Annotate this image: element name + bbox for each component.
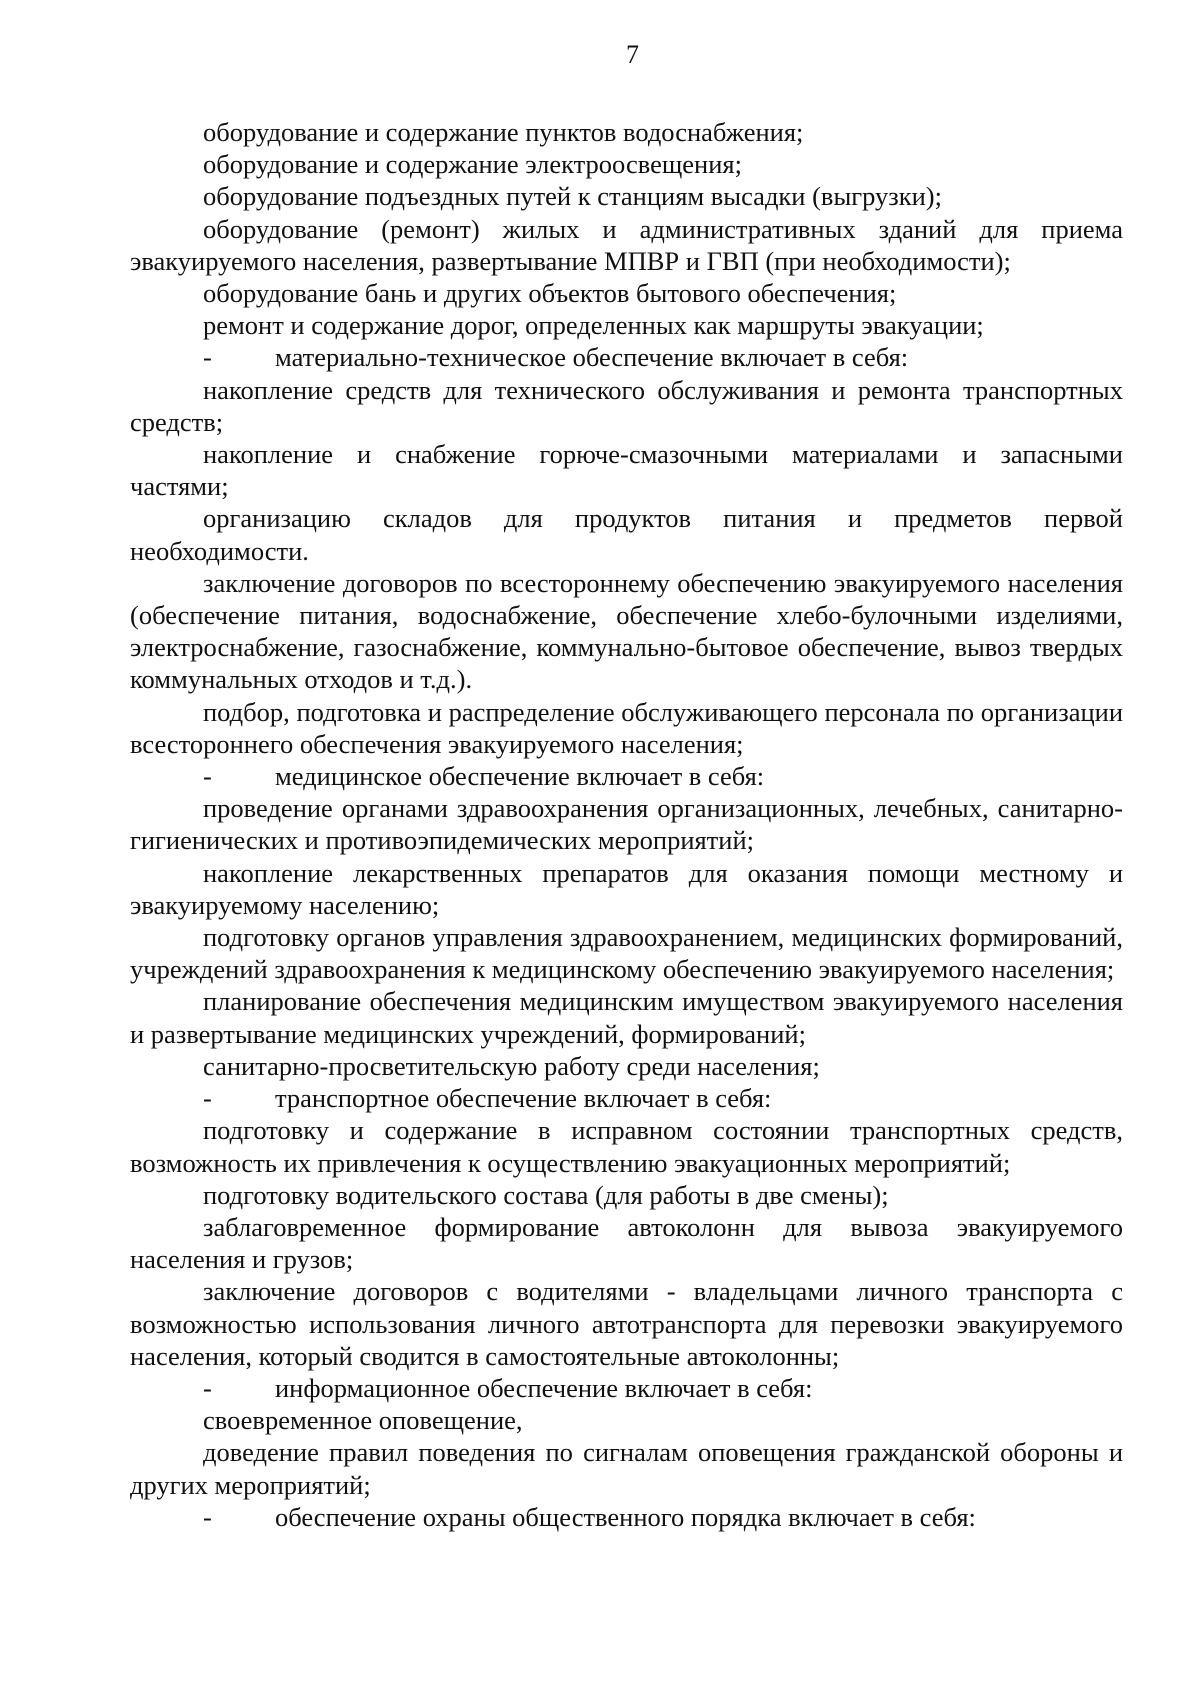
paragraph: санитарно-просветительскую работу среди населения; [203,1050,820,1081]
paragraph: планирование обеспечения медицинским имуществом эвакуируемого населения и развертывание медицинских учреждений, формирований; [130,986,1123,1049]
list-item [130,1082,1123,1114]
list-item-text: материально-техническое обеспечение включает в себя: [275,342,909,373]
paragraph: организацию складов для продуктов питания и предметов первой необходимости. [130,503,1123,566]
paragraph: подбор, подготовка и распределение обслуживающего персонала по организации всестороннего обеспечения эвакуируемого населения; [130,696,1123,759]
paragraph: своевременное оповещение, [203,1405,523,1436]
paragraph: оборудование подъездных путей к станциям высадки (выгрузки); [203,181,942,212]
paragraph: накопление и снабжение горюче-смазочными материалами и запасными частями; [130,439,1123,502]
paragraph: заблаговременное формирование автоколонн для вывоза эвакуируемого населения и грузов; [130,1211,1123,1275]
list-item-text: обеспечение охраны общественного порядка включает в себя: [275,1501,976,1532]
paragraph: доведение правил поведения по сигналам оповещения гражданской обороны и других мероприятий; [130,1437,1123,1500]
paragraph: заключение договоров с водителями - владельцами личного транспорта с возможностью использования личного автотранспорта для перевозки эвакуируемого населения, который сводится в самостоятельные автоколонны; [130,1276,1123,1371]
paragraph: оборудование бань и других объектов бытового обеспечения; [203,278,897,309]
paragraph: проведение органами здравоохранения организационных, лечебных, санитарно-гигиенических и противоэпидемических мероприятий; [130,793,1123,856]
paragraph: накопление лекарственных препаратов для оказания помощи местному и эвакуируемому населению; [130,857,1123,920]
page-number: 7 [626,40,639,69]
list-dash-marker: - [203,342,212,373]
paragraph: подготовку органов управления здравоохранением, медицинских формирований, учреждений здравоохранения к медицинскому обеспечению эвакуируемого населения; [130,922,1123,985]
paragraph: оборудование и содержание пунктов водоснабжения; [203,117,804,147]
list-dash-marker: - [203,1083,212,1114]
list-item [130,1501,1123,1533]
list-item [130,760,1123,792]
document-body [130,116,1123,1533]
paragraph: накопление средств для технического обслуживания и ремонта транспортных средств; [130,374,1123,437]
paragraph: оборудование (ремонт) жилых и административных зданий для приема эвакуируемого населения, развертывание МПВР и ГВП (при необходимости); [130,213,1123,276]
list-item [130,1372,1123,1404]
paragraph: подготовку водительского состава (для работы в две смены); [203,1179,889,1210]
list-item-text: транспортное обеспечение включает в себя: [275,1083,772,1114]
list-item [130,341,1123,373]
list-dash-marker: - [203,1372,212,1403]
list-dash-marker: - [203,761,212,792]
paragraph: заключение договоров по всестороннему обеспечению эвакуируемого населения (обеспечение питания, водоснабжение, обеспечение хлебо-булочными изделиями, электроснабжение, газоснабжение, коммунально-бытовое обеспечение, вывоз твердых коммунальных отходов и т.д.). [130,567,1123,695]
paragraph: подготовку и содержание в исправном состоянии транспортных средств, возможность их привлечения к осуществлению эвакуационных мероприятий; [130,1115,1123,1178]
list-item-text: информационное обеспечение включает в себя: [275,1372,813,1403]
paragraph: ремонт и содержание дорог, определенных как маршруты эвакуации; [203,310,984,341]
list-dash-marker: - [203,1501,212,1532]
paragraph: оборудование и содержание электроосвещения; [203,149,742,180]
list-item-text: медицинское обеспечение включает в себя: [275,761,765,792]
